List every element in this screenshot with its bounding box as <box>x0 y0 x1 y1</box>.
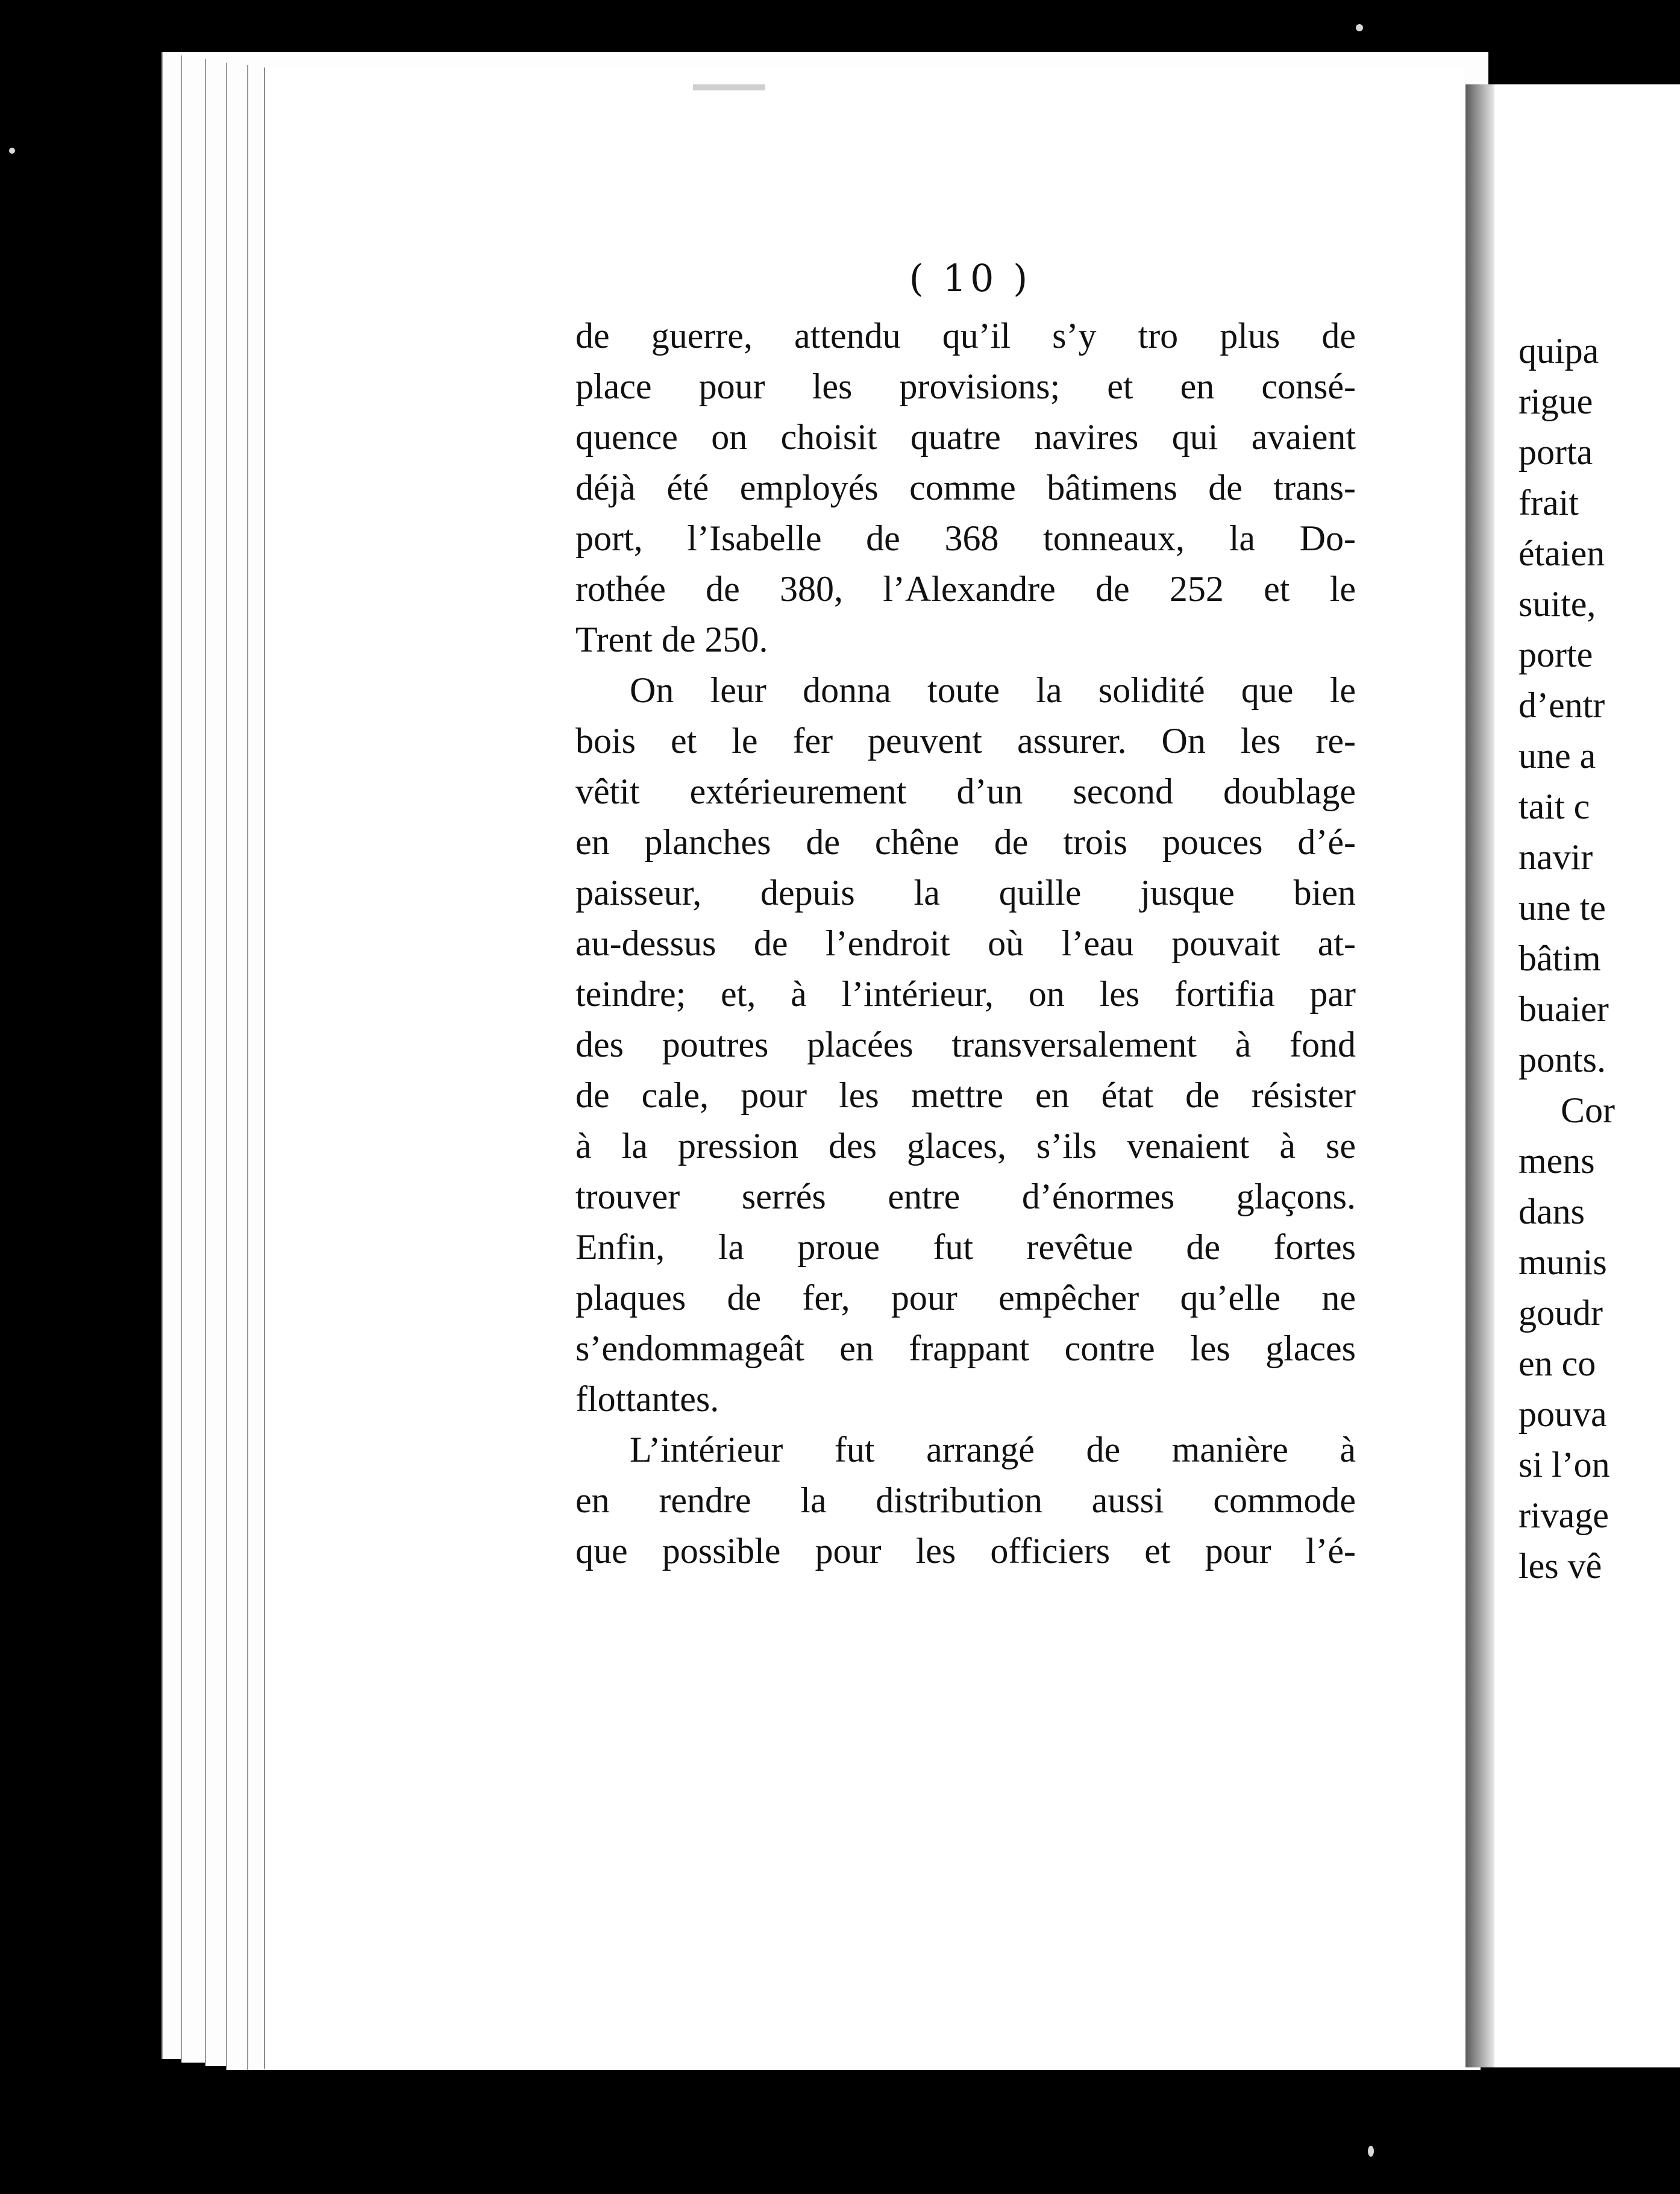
facing-text-line: Cor <box>1561 1090 1615 1130</box>
text-line: flottantes. <box>575 1379 719 1419</box>
facing-text-line: les vê <box>1519 1546 1602 1586</box>
facing-page <box>1494 84 1680 2067</box>
text-line: en rendre la distribution aussi commode <box>575 1480 1356 1520</box>
text-line: trouver serrés entre d’énormes glaçons. <box>575 1177 1356 1216</box>
text-line: bois et le fer peuvent assurer. On les re- <box>575 721 1356 761</box>
facing-text-line: une a <box>1519 736 1596 776</box>
text-line: quence on choisit quatre navires qui avaient <box>575 417 1356 457</box>
facing-text-line: porta <box>1519 432 1593 472</box>
facing-text-line: bâtim <box>1519 938 1601 978</box>
scan-speck <box>9 148 15 154</box>
page-number: ( 10 ) <box>909 256 1032 300</box>
facing-text-line: quipa <box>1519 331 1599 371</box>
text-line: teindre; et, à l’intérieur, on les fortifia par <box>575 974 1356 1014</box>
facing-text-line: munis <box>1519 1242 1607 1282</box>
text-line: rothée de 380, l’Alexandre de 252 et le <box>575 569 1356 609</box>
text-line: déjà été employés comme bâtimens de trans- <box>575 468 1356 508</box>
text-line: au-dessus de l’endroit où l’eau pouvait at- <box>575 923 1356 963</box>
facing-text-line: rivage <box>1519 1495 1609 1535</box>
text-line: Enfin, la proue fut revêtue de fortes <box>575 1227 1356 1267</box>
facing-text-line: en co <box>1519 1344 1596 1383</box>
text-line: en planches de chêne de trois pouces d’é- <box>575 822 1356 862</box>
facing-text-line: mens <box>1519 1141 1595 1181</box>
text-line: On leur donna toute la solidité que le <box>630 670 1356 710</box>
facing-text-line: ponts. <box>1519 1040 1606 1080</box>
facing-text-line: navir <box>1519 837 1593 877</box>
facing-text-line: pouva <box>1519 1394 1607 1434</box>
facing-text-line: dans <box>1519 1192 1585 1231</box>
text-line: de guerre, attendu qu’il s’y tro plus de <box>575 316 1356 356</box>
facing-text-line: buaier <box>1519 989 1609 1029</box>
scan-speck <box>1356 24 1363 31</box>
facing-text-line: d’entr <box>1519 685 1605 725</box>
book-gutter <box>1465 84 1494 2067</box>
facing-text-line: une te <box>1519 888 1606 928</box>
facing-text-line: porte <box>1519 635 1593 674</box>
facing-text-line: si l’on <box>1519 1445 1610 1485</box>
facing-text-line: frait <box>1519 483 1579 523</box>
text-line: à la pression des glaces, s’ils venaient à se <box>575 1126 1356 1166</box>
facing-text-line: tait c <box>1519 787 1590 826</box>
text-line: place pour les provisions; et en consé- <box>575 366 1356 406</box>
facing-text-line: étaien <box>1519 533 1605 573</box>
scan-speck <box>1368 2146 1374 2157</box>
text-line: s’endommageât en frappant contre les glaces <box>575 1328 1356 1368</box>
facing-text-line: goudr <box>1519 1293 1603 1333</box>
facing-text-line: rigue <box>1519 382 1593 421</box>
text-line: paisseur, depuis la quille jusque bien <box>575 873 1356 913</box>
text-line: de cale, pour les mettre en état de résister <box>575 1075 1356 1115</box>
text-line: L’intérieur fut arrangé de manière à <box>630 1430 1356 1469</box>
text-line: que possible pour les officiers et pour l’é- <box>575 1531 1356 1571</box>
text-line: port, l’Isabelle de 368 tonneaux, la Do- <box>575 518 1356 558</box>
text-line: vêtit extérieurement d’un second doublage <box>575 772 1356 811</box>
text-line: des poutres placées transversalement à fond <box>575 1025 1356 1064</box>
text-line: Trent de 250. <box>575 620 768 659</box>
top-smudge <box>693 84 765 90</box>
facing-text-line: suite, <box>1519 584 1596 624</box>
text-line: plaques de fer, pour empêcher qu’elle ne <box>575 1278 1356 1318</box>
